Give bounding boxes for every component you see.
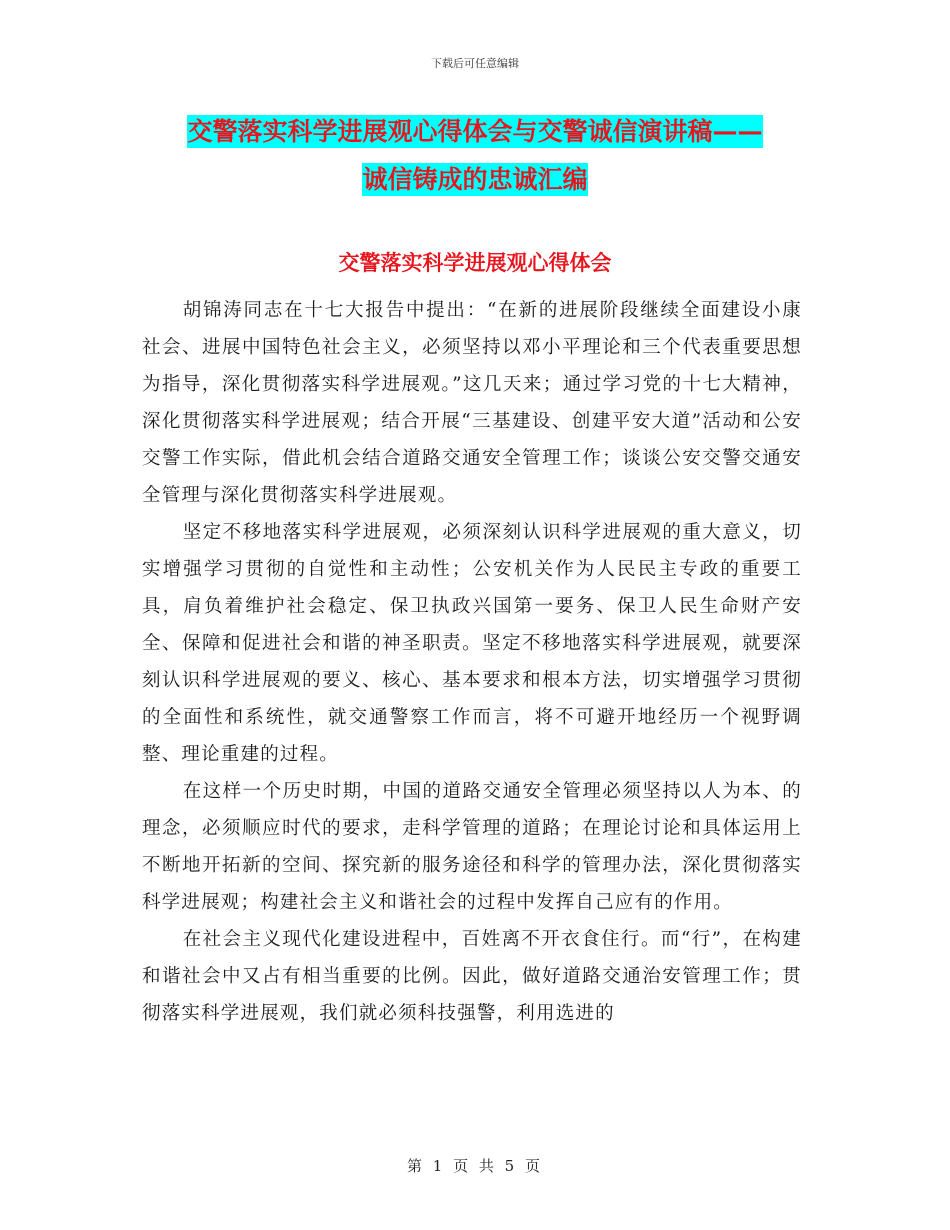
document-title-line-1: 交警落实科学进展观心得体会与交警诚信演讲稿—— xyxy=(187,117,763,146)
header-note: 下载后可任意编辑 xyxy=(431,57,519,70)
body-text xyxy=(142,292,802,1032)
document-title xyxy=(140,108,810,204)
paragraph: 胡锦涛同志在十七大报告中提出：“在新的进展阶段继续全面建设小康社会、进展中国特色社会主义，必须坚持以邓小平理论和三个代表重要思想为指导，深化贯彻落实科学进展观。”这几天来；通过学习党的十七大精神，深化贯彻落实科学进展观；结合开展“三基建设、创建平安大道”活动和公安交警工作实际，借此机会结合道路交通安全管理工作；谈谈公安交警交通安全管理与深化贯彻落实科学进展观。 xyxy=(142,300,802,506)
page-footer: 第 1 页 共 5 页 xyxy=(407,1157,543,1175)
section-heading: 交警落实科学进展观心得体会 xyxy=(338,251,612,275)
document-title-line-2: 诚信铸成的忠诚汇编 xyxy=(362,165,588,194)
paragraph: 坚定不移地落实科学进展观，必须深刻认识科学进展观的重大意义，切实增强学习贯彻的自觉性和主动性；公安机关作为人民民主专政的重要工具，肩负着维护社会稳定、保卫执政兴国第一要务、保卫人民生命财产安全、保障和促进社会和谐的神圣职责。坚定不移地落实科学进展观，就要深刻认识科学进展观的要义、核心、基本要求和根本方法，切实增强学习贯彻的全面性和系统性，就交通警察工作而言，将不可避开地经历一个视野调整、理论重建的过程。 xyxy=(142,522,802,765)
paragraph: 在这样一个历史时期，中国的道路交通安全管理必须坚持以人为本、的理念，必须顺应时代的要求，走科学管理的道路；在理论讨论和具体运用上不断地开拓新的空间、探究新的服务途径和科学的管理办法，深化贯彻落实科学进展观；构建社会主义和谐社会的过程中发挥自己应有的作用。 xyxy=(142,781,802,913)
paragraph: 在社会主义现代化建设进程中，百姓离不开衣食住行。而“行”，在构建和谐社会中又占有相当重要的比例。因此，做好道路交通治安管理工作；贯彻落实科学进展观，我们就必须科技强警，利用选进的 xyxy=(142,929,802,1024)
